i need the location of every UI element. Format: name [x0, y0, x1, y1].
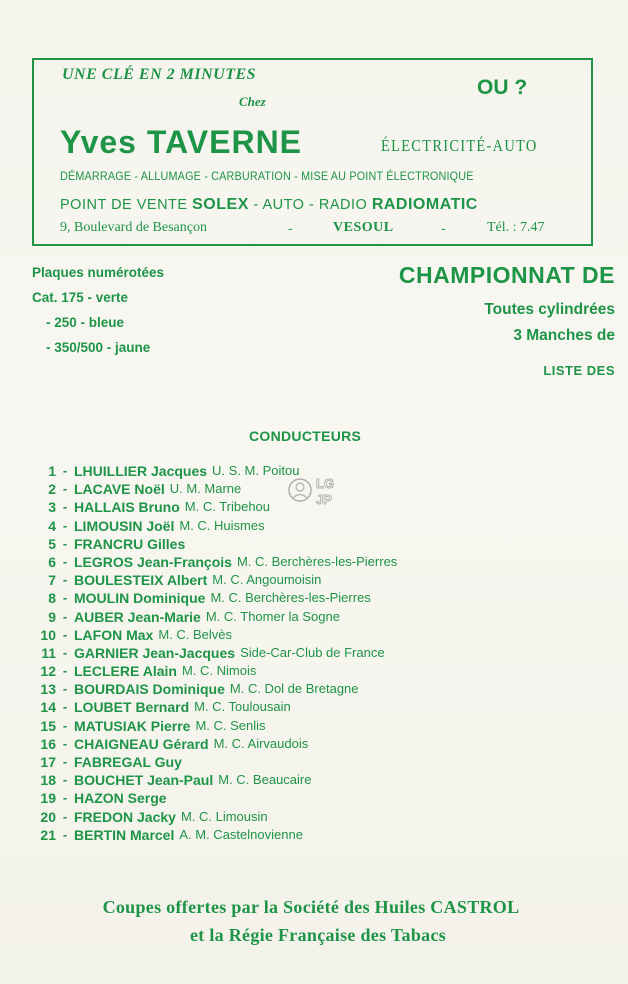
plates-title: Plaques numérotées: [32, 265, 165, 280]
driver-number: 20: [40, 808, 56, 825]
ad-separator: -: [441, 220, 446, 236]
championship-header: [399, 262, 615, 378]
collector-stamp: [286, 470, 340, 512]
driver-number: 14: [40, 699, 56, 716]
driver-number: 6: [48, 553, 56, 570]
driver-row: [32, 644, 397, 662]
driver-row: [32, 698, 397, 716]
championship-subtitle: Toutes cylindrées: [484, 301, 615, 318]
driver-name: LEGROS Jean-François: [74, 553, 232, 570]
driver-dash: -: [62, 754, 68, 769]
driver-name: HAZON Serge: [74, 790, 167, 807]
championship-rounds: 3 Manches de: [513, 327, 615, 344]
driver-number: 9: [48, 608, 56, 625]
driver-number: 13: [40, 681, 56, 698]
plates-info: [32, 264, 164, 364]
driver-row: [32, 462, 397, 480]
driver-number: 19: [40, 790, 56, 807]
driver-dash: -: [62, 663, 68, 679]
ad-slogan: UNE CLÉ EN 2 MINUTES: [62, 66, 257, 83]
advertisement-box: [32, 58, 593, 246]
driver-name: MOULIN Dominique: [74, 590, 206, 607]
driver-number: 21: [40, 826, 56, 843]
driver-number: 2: [48, 481, 56, 498]
ad-services: DÉMARRAGE - ALLUMAGE - CARBURATION - MISE AU POINT ÉLECTRONIQUE: [60, 169, 474, 183]
driver-club: M. C. Angoumoisin: [212, 572, 322, 588]
driver-name: AUBER Jean-Marie: [74, 608, 201, 625]
pdv-label: POINT DE VENTE: [60, 197, 188, 213]
driver-name: LHUILLIER Jacques: [74, 463, 208, 479]
footer-line-1: Coupes offertes par la Société des Huiles CASTROL: [102, 897, 520, 917]
driver-dash: -: [62, 699, 68, 715]
driver-number: 16: [40, 735, 56, 752]
driver-dash: -: [62, 608, 68, 624]
driver-club: M. C. Airvaudois: [213, 735, 309, 751]
driver-club: M. C. Senlis: [195, 717, 266, 733]
driver-name: HALLAIS Bruno: [74, 499, 180, 516]
driver-number: 10: [40, 626, 56, 643]
driver-row: [32, 826, 397, 844]
ad-point-de-vente: [60, 196, 478, 214]
driver-club: A. M. Castelnovienne: [179, 826, 303, 842]
driver-number: 15: [40, 717, 56, 734]
driver-number: 17: [40, 754, 56, 770]
driver-row: [32, 735, 397, 753]
driver-dash: -: [62, 517, 68, 533]
driver-club: M. C. Berchères-les-Pierres: [210, 590, 371, 606]
championship-list-label: LISTE DES: [543, 363, 615, 378]
driver-name: LAFON Max: [74, 626, 154, 643]
svg-text:LG: LG: [316, 476, 335, 491]
driver-club: M. C. Limousin: [180, 808, 268, 824]
driver-row: [32, 662, 397, 680]
driver-club: M. C. Beaucaire: [218, 772, 312, 788]
driver-dash: -: [62, 572, 68, 588]
driver-club: U. S. M. Poitou: [212, 463, 300, 478]
driver-club: M. C. Nimois: [181, 663, 257, 679]
driver-dash: -: [62, 681, 68, 697]
plates-line: - 250 - bleue: [46, 315, 125, 330]
driver-name: LOUBET Bernard: [74, 699, 190, 716]
pdv-rest: - AUTO - RADIO: [253, 197, 368, 213]
driver-name: BERTIN Marcel: [74, 826, 175, 843]
driver-row: [32, 535, 397, 553]
driver-club: M. C. Dol de Bretagne: [229, 681, 359, 697]
driver-row: [32, 608, 397, 626]
driver-name: CHAIGNEAU Gérard: [74, 735, 209, 752]
driver-row: [32, 517, 397, 535]
ad-telephone: Tél. : 7.47: [487, 220, 545, 235]
driver-club: U. M. Marne: [169, 481, 242, 497]
driver-number: 12: [40, 663, 56, 680]
ad-chez: Chez: [239, 94, 266, 109]
driver-dash: -: [62, 553, 68, 569]
driver-dash: -: [62, 735, 68, 751]
driver-club: M. C. Belvès: [158, 626, 233, 642]
driver-club: M. C. Toulousain: [194, 699, 291, 715]
driver-name: FRANCRU Gilles: [74, 535, 186, 552]
driver-dash: -: [62, 808, 68, 824]
driver-number: 18: [40, 772, 56, 789]
driver-row: [32, 789, 397, 807]
pdv-brand: SOLEX: [192, 196, 249, 213]
driver-club: Side-Car-Club de France: [240, 644, 385, 660]
driver-row: [32, 571, 397, 589]
ad-question: OU ?: [477, 76, 528, 99]
driver-dash: -: [62, 644, 68, 660]
driver-dash: -: [62, 499, 68, 515]
plates-line: - 350/500 - jaune: [46, 340, 151, 355]
driver-name: LACAVE Noël: [74, 481, 165, 498]
driver-name: LIMOUSIN Joël: [74, 517, 175, 534]
drivers-heading: CONDUCTEURS: [249, 428, 362, 444]
footer-line-2: et la Régie Française des Tabacs: [189, 925, 447, 945]
driver-row: [32, 771, 397, 789]
driver-row: [32, 498, 397, 516]
driver-dash: -: [62, 590, 68, 606]
driver-number: 5: [48, 535, 56, 552]
driver-club: M. C. Huismes: [179, 517, 265, 533]
driver-row: [32, 753, 397, 771]
svg-text:JP: JP: [316, 492, 332, 507]
ad-trade: ÉLECTRICITÉ-AUTO: [381, 136, 538, 155]
driver-dash: -: [62, 535, 68, 551]
driver-number: 4: [48, 517, 56, 534]
driver-name: FABREGAL Guy: [74, 754, 182, 770]
driver-number: 11: [41, 644, 56, 661]
driver-dash: -: [62, 772, 68, 788]
driver-dash: -: [62, 826, 68, 842]
driver-row: [32, 808, 397, 826]
driver-name: MATUSIAK Pierre: [74, 717, 191, 734]
ad-separator: -: [288, 220, 293, 236]
drivers-list: [32, 462, 397, 844]
driver-name: GARNIER Jean-Jacques: [74, 644, 236, 661]
ad-city: VESOUL: [333, 220, 394, 235]
driver-row: [32, 717, 397, 735]
driver-row: [32, 680, 397, 698]
driver-row: [32, 589, 397, 607]
driver-dash: -: [62, 790, 68, 806]
plates-line: Cat. 175 - verte: [32, 290, 129, 305]
driver-name: FREDON Jacky: [74, 808, 176, 825]
driver-dash: -: [62, 717, 68, 733]
driver-number: 3: [48, 499, 56, 516]
driver-name: BOURDAIS Dominique: [74, 681, 225, 698]
driver-number: 7: [48, 572, 56, 589]
driver-club: M. C. Tribehou: [184, 499, 271, 515]
driver-club: M. C. Thomer la Sogne: [205, 608, 340, 624]
driver-name: BOUCHET Jean-Paul: [74, 772, 214, 789]
driver-club: M. C. Berchères-les-Pierres: [236, 553, 398, 569]
pdv-brand2: RADIOMATIC: [371, 196, 478, 213]
ad-business-name: Yves TAVERNE: [60, 124, 303, 160]
driver-number: 8: [48, 590, 56, 607]
championship-title: CHAMPIONNAT DE: [398, 262, 615, 288]
driver-name: LECLERE Alain: [74, 663, 177, 680]
driver-row: [32, 553, 397, 571]
driver-dash: -: [62, 481, 68, 497]
driver-number: 1: [48, 463, 56, 479]
driver-row: [32, 626, 397, 644]
ad-address: 9, Boulevard de Besançon: [60, 220, 207, 235]
driver-dash: -: [62, 463, 68, 478]
driver-name: BOULESTEIX Albert: [74, 572, 208, 589]
driver-dash: -: [62, 626, 68, 642]
driver-row: [32, 480, 397, 498]
